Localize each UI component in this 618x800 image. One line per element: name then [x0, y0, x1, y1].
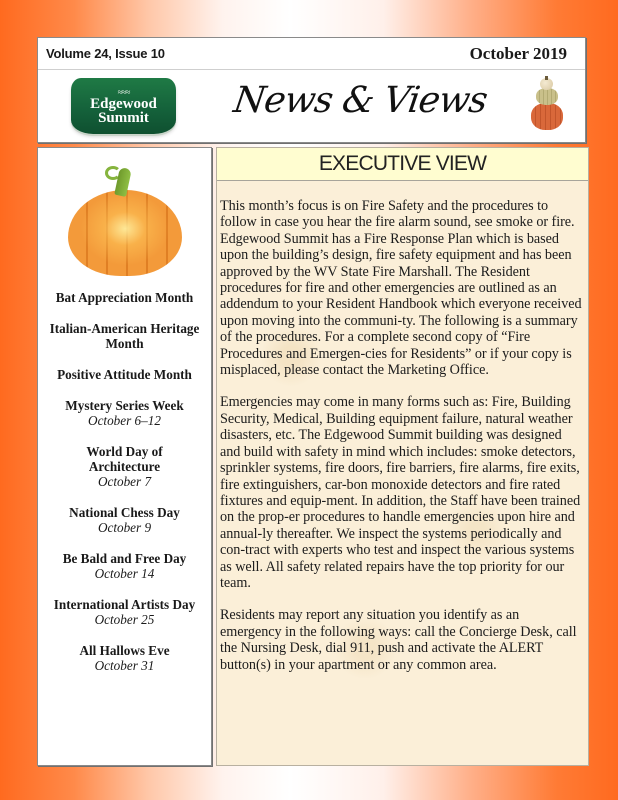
masthead-row — [38, 70, 585, 142]
event-date: October 6–12 — [88, 413, 161, 428]
issue-date: October 2019 — [469, 43, 567, 63]
event-item — [42, 367, 207, 382]
event-item — [42, 505, 207, 535]
event-date: October 7 — [97, 474, 152, 489]
event-name: Positive Attitude Month — [57, 367, 192, 382]
pumpkin-icon — [65, 162, 185, 282]
event-item — [42, 597, 207, 627]
event-name: World Day of Architecture — [86, 444, 163, 474]
article-body — [217, 181, 588, 765]
logo-line-1: Edgewood — [90, 95, 157, 112]
article-paragraph: Emergencies may come in many forms such as: Fire, Building Security, Medical, Building equipment failure, natural weather disasters, etc. The Edgewood Summit building was designed and build with safety in mind which includes: smoke detectors, sprinkler systems, fire doors, fire barriers, fire alarms, fire exits, fire extinguishers, car-bon monoxide detectors and fire rated fixtures and equip-ment. In addition, the Staff have been trained on the prop-er procedures to handle emergencies upon hire and annual-ly thereafter. We inspect the systems periodically and con-tract with experts who test and inspect the various systems as well. All safety related repairs have the top priority for our team. — [220, 394, 581, 591]
event-item — [42, 551, 207, 581]
masthead-title: News & Views — [231, 80, 490, 121]
event-item — [42, 398, 207, 428]
event-name: National Chess Day — [69, 505, 180, 520]
newsletter-header — [37, 37, 586, 143]
event-item — [42, 444, 207, 489]
events-sidebar — [37, 147, 212, 766]
article-title: EXECUTIVE VIEW — [217, 148, 588, 181]
event-date: October 25 — [94, 612, 155, 627]
event-name: Be Bald and Free Day — [62, 551, 187, 566]
event-name: Italian-American Heritage Month — [49, 321, 200, 351]
event-name: Mystery Series Week — [65, 398, 184, 413]
event-item — [42, 321, 207, 351]
logo-line-2: Summit — [98, 109, 149, 126]
logo-swirl-icon: ≈≈≈ — [117, 86, 130, 97]
article-paragraph: Residents may report any situation you identify as an emergency in the following ways: call the Concierge Desk, call the Nursing Desk, dial 911, push and activate the ALERT button(s) in your apartment or any common area. — [220, 607, 577, 673]
event-date: October 14 — [94, 566, 155, 581]
event-name: Bat Appreciation Month — [55, 290, 194, 305]
volume-issue: Volume 24, Issue 10 — [46, 46, 165, 61]
edgewood-summit-logo — [71, 78, 176, 134]
executive-view-article — [216, 147, 589, 766]
event-name: All Hallows Eve — [79, 643, 170, 658]
issue-bar — [38, 38, 585, 70]
event-date: October 31 — [94, 658, 155, 673]
event-name: International Artists Day — [53, 597, 196, 612]
event-item — [42, 643, 207, 673]
article-paragraph: This month’s focus is on Fire Safety and the procedures to follow in case you hear the fire alarm sound, see smoke or fire. Edgewood Summit has a Fire Response Plan which is based upon the building’s design, fire safety equipment and has been approved by the WV State Fire Marshall. The Resident procedures for fire and other emergencies are outlined as an addendum to your Resident Handbook which everyone received upon moving into the communi-ty. The following is a summary of the procedures. For a complete second copy of “Fire Procedures and Emergen-cies for Residents” or if your copy is misplaced, please contact the Marketing Office. — [220, 198, 582, 379]
event-item — [42, 290, 207, 305]
event-date: October 9 — [97, 520, 152, 535]
events-list — [38, 290, 211, 673]
stacked-pumpkins-icon — [531, 76, 563, 132]
